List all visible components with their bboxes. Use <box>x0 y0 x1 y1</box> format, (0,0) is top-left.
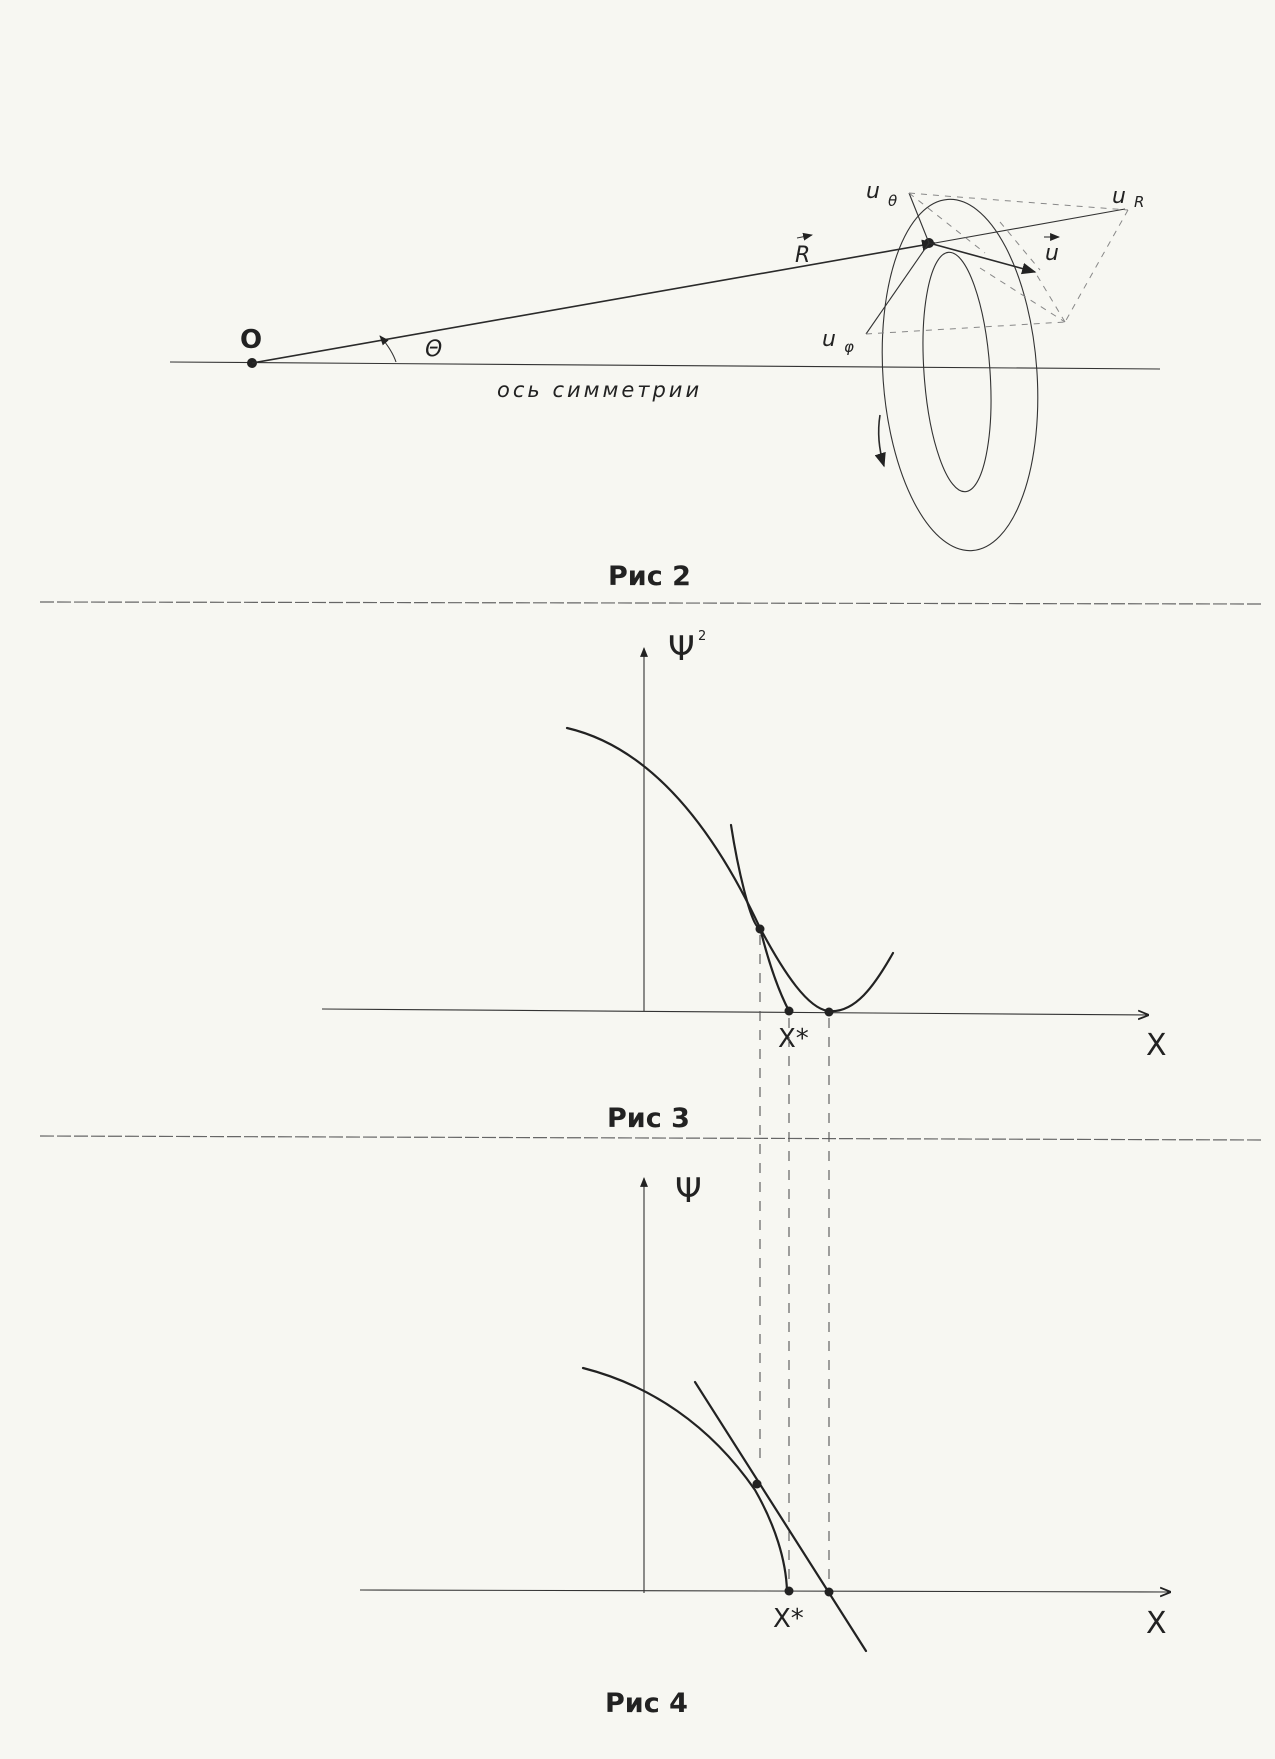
rotation-arrow <box>879 415 884 466</box>
separator-line <box>40 602 1262 604</box>
x-axis <box>322 1009 1148 1015</box>
tangent-point <box>756 925 765 934</box>
torus-inner-ellipse <box>916 250 999 494</box>
svg-text:u: u <box>822 327 836 352</box>
u-theta-label <box>866 179 897 210</box>
figure-4 <box>360 1171 1170 1719</box>
origin-label: O <box>240 325 263 355</box>
x-axis-label: X <box>1146 1028 1167 1063</box>
y-axis-label: Ψ <box>675 1171 702 1211</box>
u-phi-label <box>822 327 854 356</box>
svg-text:φ: φ <box>844 338 854 356</box>
x-axis-label: X <box>1146 1606 1167 1641</box>
psi-squared-curve <box>567 728 893 1011</box>
x-star-label: X* <box>778 1024 809 1054</box>
x-star-label: X* <box>773 1604 804 1634</box>
minimum-point <box>825 1008 834 1017</box>
figure-3-caption: Рис 3 <box>607 1103 690 1134</box>
svg-text:u: u <box>1112 184 1126 209</box>
u-phi-line <box>866 243 929 334</box>
x-star-point <box>785 1007 794 1016</box>
svg-text:u: u <box>1045 241 1059 266</box>
tangent-line <box>731 825 789 1011</box>
y-axis-label <box>668 629 706 669</box>
svg-text:2: 2 <box>698 629 707 644</box>
figure-3 <box>322 629 1167 1134</box>
angle-label: Θ <box>425 337 443 362</box>
svg-text:R: R <box>1134 193 1145 211</box>
x-star-point <box>785 1587 794 1596</box>
tangent-point <box>753 1480 762 1489</box>
u-r-label <box>1112 184 1144 211</box>
svg-text:Ψ: Ψ <box>668 629 695 669</box>
u-r-direction-line <box>935 209 1125 243</box>
svg-text:u: u <box>866 179 880 204</box>
symmetry-axis-label: ось симметрии <box>497 378 703 402</box>
figure-2 <box>170 179 1160 592</box>
vector-u-label <box>1044 237 1059 266</box>
svg-text:θ: θ <box>888 192 898 210</box>
figure-2-caption: Рис 2 <box>608 561 691 592</box>
symmetry-axis-line <box>170 362 1160 369</box>
separator-line <box>40 1136 1262 1140</box>
tangent-x-intercept-point <box>825 1588 834 1597</box>
vector-r-label <box>795 235 812 268</box>
svg-text:R: R <box>795 243 811 268</box>
torus-outer-ellipse <box>871 194 1049 556</box>
x-axis <box>360 1590 1170 1592</box>
vector-u-arrow <box>929 243 1035 272</box>
figure-4-caption: Рис 4 <box>605 1688 688 1719</box>
